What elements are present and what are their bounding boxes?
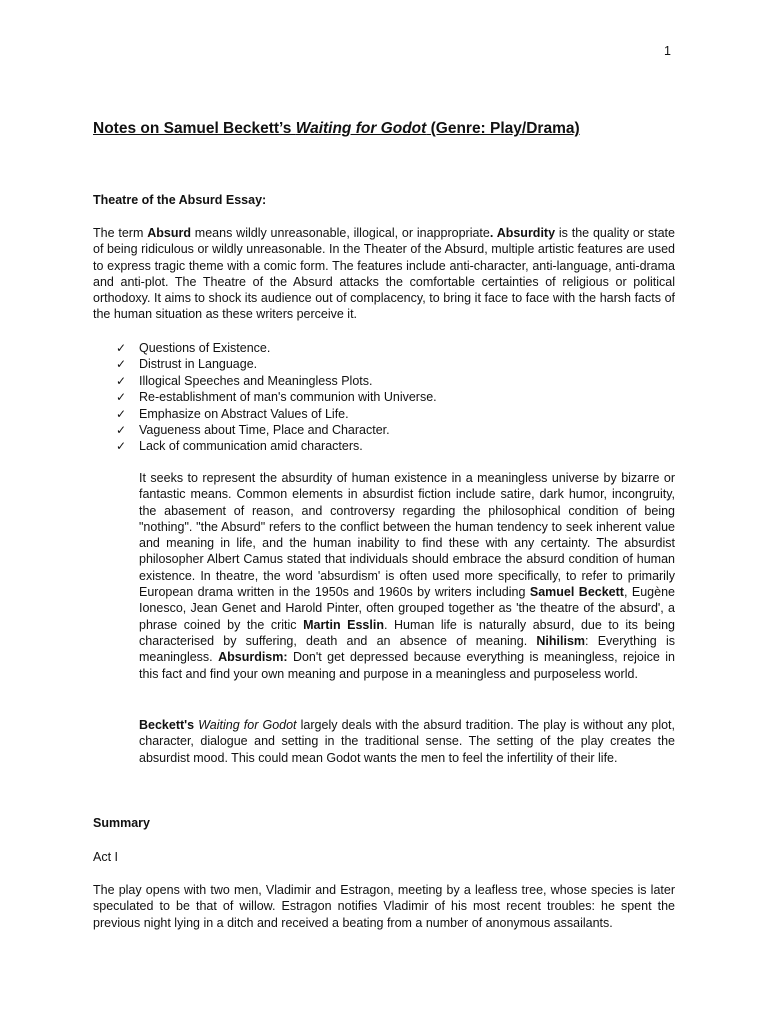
intro-text-1: The term — [93, 226, 148, 240]
absurd-text-4: : Everything is meaningless. — [139, 633, 675, 665]
absurd-text-1: It seeks to represent the absurdity of human existence in a meaningless universe by bizarre or fantastic means. Common elements in absurdist fiction include satire, dark humor, incongruity, the abasement of reason, and controversy regarding the philosophical condition of being "nothing". "the Absurd" refers to the conflict between the human tendency to seek inherent value and meaning in life, and the human inability to find these with any certainty. The absurdist philosopher Albert Camus stated that individuals should embrace the absurd condition of human existence. In theatre, the word 'absurdism' is often used more specifically, to refer to primarily European drama written in the 1950s and 1960s by writers including — [139, 471, 675, 600]
intro-text-3: is the quality or state of being ridiculous or wildly unreasonable. In the Theater of the Absurd, multiple artistic features are used to express tragic theme with a comic form. The features include anti-character, anti-language, anti-drama and anti-plot. The Theatre of the Absurd attacks the comfortable certainties of religious or political orthodoxy. It aims to shock its audience out of complacency, to bring it face to face with the harsh facts of the human situation as these writers perceive it. — [93, 226, 675, 322]
summary-paragraph: The play opens with two men, Vladimir and Estragon, meeting by a leafless tree, whose species is later speculated to be that of willow. Estragon notifies Vladimir of his most recent troubles: he spent the previous night lying in a ditch and received a beating from a number of anonymous assailants. — [93, 883, 675, 930]
list-item-text: Illogical Speeches and Meaningless Plots. — [139, 373, 373, 388]
term-nihilism: Nihilism — [536, 633, 586, 648]
list-item-text: Questions of Existence. — [139, 341, 271, 355]
absurd-text-3: . Human life is naturally absurd, due to its being characterised by suffering, death and an absence of meaning. — [139, 617, 675, 648]
page-number: 1 — [664, 44, 671, 58]
checkmark-icon: ✓ — [116, 390, 127, 405]
term-absurdism: Absurdism: — [218, 650, 288, 665]
name-samuel-beckett: Samuel Beckett — [529, 585, 624, 600]
godot-paragraph — [139, 717, 675, 766]
checkmark-icon: ✓ — [116, 422, 127, 437]
document-title — [93, 120, 580, 138]
intro-text-2: means wildly unreasonable, illogical, or inappropriate — [190, 226, 490, 240]
checkmark-icon: ✓ — [116, 357, 127, 372]
list-item-text: Distrust in Language. — [139, 357, 258, 372]
list-item — [116, 389, 437, 405]
play-name: Waiting for Godot — [198, 718, 297, 732]
essay-heading: Theatre of the Absurd Essay: — [93, 193, 267, 207]
term-absurdity: . Absurdity — [489, 226, 556, 240]
checkmark-icon: ✓ — [116, 439, 127, 454]
godot-text: largely deals with the absurd tradition. The play is without any plot, character, dialogue and setting in the traditional sense. The setting of the play creates the absurdist mood. This could mean Godot wants the men to feel the infertility of their life. — [139, 718, 676, 765]
list-item-text: Emphasize on Abstract Values of Life. — [139, 406, 349, 421]
summary-heading: Summary — [93, 816, 150, 830]
absurd-text-2: , Eugène Ionesco, Jean Genet and Harold Pinter, often grouped together as 'the theatre of the absurd', a phrase coined by the critic — [139, 585, 675, 632]
checkmark-icon: ✓ — [116, 341, 127, 355]
list-item — [116, 406, 437, 422]
features-checklist — [116, 340, 437, 455]
name-beckett: Beckett's — [139, 718, 195, 732]
checkmark-icon: ✓ — [116, 406, 127, 421]
list-item — [116, 356, 437, 372]
list-item — [116, 373, 437, 389]
absurd-text-5: Don't get depressed because everything is meaningless, rejoice in this fact and find your own meaning and purpose in a meaningless and purposeless world. — [139, 650, 675, 681]
list-item-text: Re-establishment of man's communion with Universe. — [139, 390, 437, 405]
title-play-name: Waiting for Godot — [295, 120, 427, 137]
list-item — [116, 340, 437, 356]
term-absurd: Absurd — [147, 226, 191, 240]
list-item — [116, 438, 437, 454]
intro-paragraph — [93, 225, 675, 323]
title-prefix: Notes on Samuel Beckett’s — [93, 120, 296, 137]
absurdism-paragraph — [139, 470, 675, 682]
list-item-text: Lack of communication amid characters. — [139, 439, 363, 454]
checkmark-icon: ✓ — [116, 373, 127, 388]
list-item-text: Vagueness about Time, Place and Character. — [139, 422, 390, 437]
title-suffix: (Genre: Play/Drama) — [426, 120, 580, 137]
name-martin-esslin: Martin Esslin — [303, 617, 384, 632]
act-label: Act I — [93, 850, 119, 864]
list-item — [116, 422, 437, 438]
